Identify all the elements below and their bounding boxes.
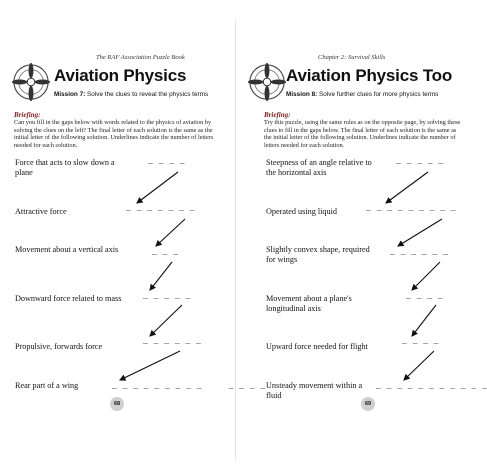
arrow-4 [150,305,182,336]
clue-4: Downward force related to mass [15,294,122,303]
mission-text: Solve the clues to reveal the physics terms [85,91,209,98]
answer-blank-3[interactable]: _ _ _ [152,248,179,257]
clue-3: Slightly convex shape, required for wings [266,245,370,264]
answer-blank-4[interactable]: _ _ _ _ _ [143,292,191,301]
answer-blank-5[interactable]: _ _ _ _ _ _ [143,337,202,346]
answer-blank-6[interactable]: _ _ _ _ _ _ _ _ _ _ _ _ _ [112,382,266,391]
answer-blank-3[interactable]: _ _ _ _ _ _ [390,248,449,257]
clue-1: Steepness of an angle relative to the horizontal axis [266,158,372,177]
mission-text: Solve further clues for more physics terms [317,91,439,98]
clue-6: Rear part of a wing [15,381,79,390]
right-page [236,0,487,472]
arrow-1 [137,172,178,203]
answer-blank-5[interactable]: _ _ _ _ [402,337,440,346]
answer-blank-2[interactable]: _ _ _ _ _ _ _ [126,204,195,213]
clue-6: Unsteady movement within a fluid [266,381,363,400]
arrow-3 [412,262,440,290]
running-head: The RAF Association Puzzle Book [96,54,185,61]
arrow-5 [120,351,180,380]
answer-blank-1[interactable]: _ _ _ _ _ [396,157,444,166]
clue-5: Propulsive, forwards force [15,342,103,351]
arrow-5 [404,351,434,380]
arrow-1 [386,172,428,203]
arrow-2 [398,219,442,246]
clue-2: Attractive force [15,207,67,216]
page-number: 69 [361,397,375,411]
clue-2: Operated using liquid [266,207,337,216]
clue-1: Force that acts to slow down a plane [15,158,115,177]
arrows-layer [236,0,472,472]
briefing-text: Try this puzzle, using the same rules as on the opposite page, by solving these clues to fill in the gaps below. The final letter of each solution is the same as the initial letter of the following solution. Underlines indicate the number of letters needed for each solution. [264,119,461,149]
mission-label: Mission 8: [286,91,318,98]
briefing-text: Can you fill in the gaps below with words related to the physics of aviation by solving the clues on the left? The final letter of each solution is the same as the initial letter of the following solution. Underlines indicate the number of letters needed for each solution. [14,119,214,149]
clue-3: Movement about a vertical axis [15,245,119,254]
answer-blank-4[interactable]: _ _ _ _ [406,292,444,301]
page-title: Aviation Physics [54,66,187,85]
mission-label: Mission 7: [54,91,86,98]
briefing-label: Briefing: [264,111,291,119]
clue-4: Movement about a plane's longitudinal axis [266,294,352,313]
arrow-3 [150,262,172,290]
arrow-2 [156,219,185,246]
answer-blank-6[interactable]: _ _ _ _ _ _ _ _ _ _ _ [376,382,487,391]
running-head: Chapter 2: Survival Skills [318,54,386,61]
page-title: Aviation Physics Too [286,66,453,85]
arrow-4 [412,305,436,336]
answer-blank-1[interactable]: _ _ _ _ [148,157,186,166]
answer-blank-2[interactable]: _ _ _ _ _ _ _ _ _ [366,204,457,213]
page-number: 68 [110,397,124,411]
clue-5: Upward force needed for flight [266,342,368,351]
briefing-label: Briefing: [14,111,41,119]
